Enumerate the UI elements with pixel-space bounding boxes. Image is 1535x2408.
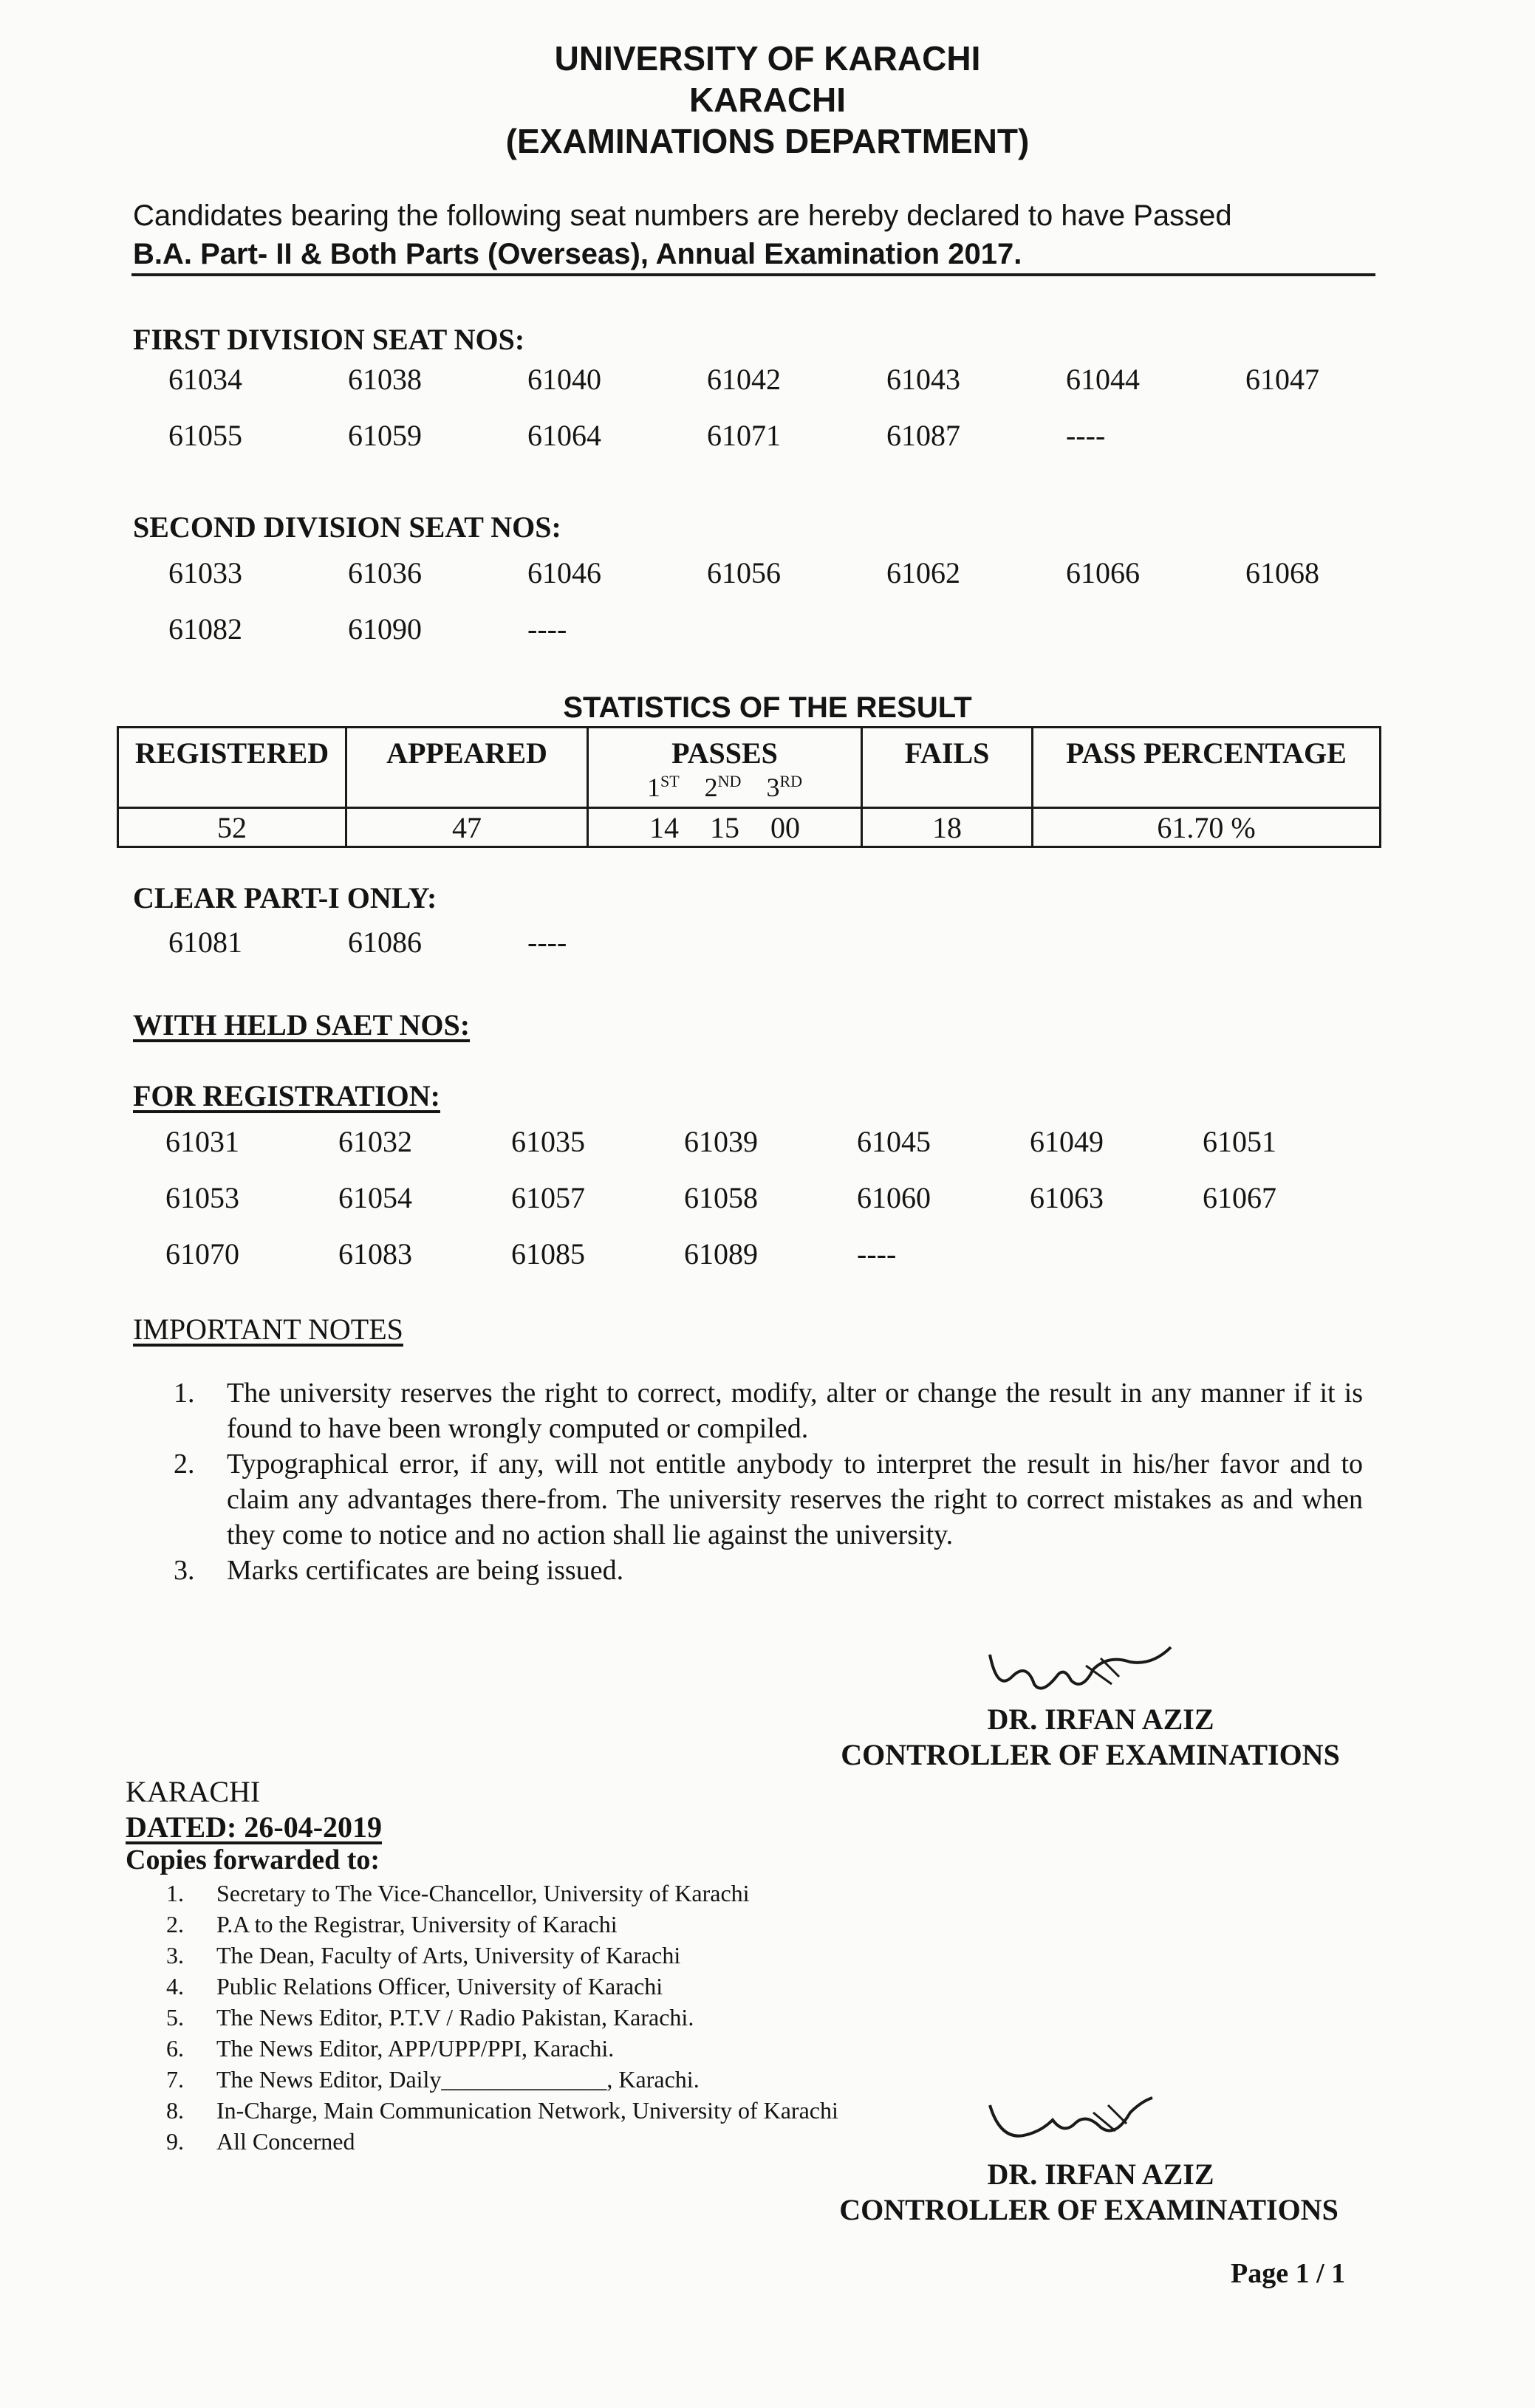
seat-number: 61040 [527,363,601,396]
place-label: KARACHI [126,1775,261,1808]
seat-number: ---- [857,1237,897,1270]
registered-value: 52 [118,808,346,847]
intro-line-1: Candidates bearing the following seat numbers are hereby declared to have Passed [133,199,1232,232]
seat-number: 61083 [338,1237,412,1270]
seat-number: 61058 [684,1181,758,1214]
heading-rule [131,273,1375,276]
seat-number: 61035 [511,1125,585,1158]
clear-part1-heading: CLEAR PART-I ONLY: [133,881,437,914]
copy-recipient: 9. All Concerned [166,2128,355,2155]
statistics-title: STATISTICS OF THE RESULT [563,691,972,724]
registered-header: REGISTERED [118,728,346,808]
seat-number: 61081 [168,926,242,959]
seat-number: 61085 [511,1237,585,1270]
for-registration-heading: FOR REGISTRATION: [133,1079,440,1112]
city-name: KARACHI [688,81,847,119]
pass-percentage-header: PASS PERCENTAGE [1033,728,1381,808]
seat-number: ---- [527,926,567,959]
copy-recipient: 4. Public Relations Officer, University of Karachi [166,1973,663,2000]
seat-number: 61039 [684,1125,758,1158]
appeared-value: 47 [346,808,588,847]
seat-number: 61054 [338,1181,412,1214]
seat-number: 61082 [168,612,242,646]
seat-number: 61068 [1245,556,1319,589]
seat-number: 61031 [165,1125,239,1158]
signatory-title: CONTROLLER OF EXAMINATIONS [839,2193,1339,2226]
important-notes-heading: IMPORTANT NOTES [133,1313,403,1346]
fails-value: 18 [862,808,1033,847]
copy-recipient: 6. The News Editor, APP/UPP/PPI, Karachi. [166,2035,615,2062]
passes-division-labels [589,772,861,803]
signature-mark [982,2090,1160,2153]
seat-number: 61047 [1245,363,1319,396]
seat-number: 61059 [348,419,422,452]
seat-number: 61064 [527,419,601,452]
copy-recipient: 3. The Dean, Faculty of Arts, University of Karachi [166,1942,681,1969]
copy-recipient: 7. The News Editor, Daily______________, Karachi. [166,2066,700,2093]
dated-label: DATED: 26-04-2019 [126,1810,383,1844]
passes-header [588,728,862,808]
appeared-header: APPEARED [346,728,588,808]
seat-number: 61042 [707,363,781,396]
note-item: 1. The university reserves the right to correct, modify, alter or change the result in any manner if it is found to have been wrongly computed or compiled. [174,1378,1363,1444]
third-div-label: 3RD [766,772,803,802]
first-division-heading: FIRST DIVISION SEAT NOS: [133,323,525,356]
first-div-label: 1ST [646,772,680,802]
seat-number: 61090 [348,612,422,646]
signatory-name: DR. IRFAN AZIZ [987,2158,1214,2191]
seat-number: 61071 [707,419,781,452]
department-name: (EXAMINATIONS DEPARTMENT) [505,122,1030,160]
seat-number: 61033 [168,556,242,589]
seat-number: 61043 [886,363,960,396]
seat-number: 61063 [1030,1181,1104,1214]
second-division-heading: SECOND DIVISION SEAT NOS: [133,510,561,544]
note-item: 3. Marks certificates are being issued. [174,1555,624,1586]
copy-recipient: 2. P.A to the Registrar, University of Karachi [166,1911,618,1937]
fails-header: FAILS [862,728,1033,808]
third-div-value: 00 [770,810,800,844]
copy-recipient: 1. Secretary to The Vice-Chancellor, University of Karachi [166,1880,750,1906]
university-name: UNIVERSITY OF KARACHI [554,39,981,78]
withheld-heading: WITH HELD SAET NOS: [133,1008,471,1041]
seat-number: 61051 [1203,1125,1276,1158]
seat-number: 61057 [511,1181,585,1214]
seat-number: 61089 [684,1237,758,1270]
second-division-seat-grid [168,558,1425,644]
seat-number: 61060 [857,1181,931,1214]
seat-number: 61038 [348,363,422,396]
seat-number: ---- [527,612,567,646]
statistics-table [117,726,1381,848]
seat-number: 61034 [168,363,242,396]
seat-number: 61049 [1030,1125,1104,1158]
seat-number: 61053 [165,1181,239,1214]
second-div-value: 15 [710,810,739,844]
second-div-label: 2ND [704,772,742,802]
signatory-title: CONTROLLER OF EXAMINATIONS [841,1738,1340,1771]
statistics-value-row [118,808,1381,847]
statistics-header-row [118,728,1381,808]
withheld-seat-grid [165,1127,1375,1269]
seat-number: ---- [1066,419,1106,452]
pass-percentage-value: 61.70 % [1033,808,1381,847]
seat-number: 61055 [168,419,242,452]
passes-values [588,808,862,847]
seat-number: 61087 [886,419,960,452]
passes-label: PASSES [671,736,778,770]
seat-number: 61066 [1066,556,1140,589]
seat-number: 61056 [707,556,781,589]
copies-heading: Copies forwarded to: [126,1844,380,1875]
seat-number: 61070 [165,1237,239,1270]
seat-number: 61046 [527,556,601,589]
clear-part1-seat-grid [168,928,1425,957]
seat-number: 61045 [857,1125,931,1158]
seat-number: 61067 [1203,1181,1276,1214]
copy-recipient: 5. The News Editor, P.T.V / Radio Pakistan, Karachi. [166,2004,694,2031]
seat-number: 61044 [1066,363,1140,396]
seat-number: 61086 [348,926,422,959]
seat-number: 61036 [348,556,422,589]
seat-number: 61062 [886,556,960,589]
important-notes-list [174,1375,1363,1588]
note-item: 2. Typographical error, if any, will not entitle anybody to interpret the result in his/her favor and to claim any advantages there-from. The university reserves the right to correct mistakes as and when they come to notice and no action shall lie against the university. [174,1448,1363,1550]
signature-mark [982,1632,1175,1703]
first-division-seat-grid [168,365,1425,451]
copies-list [166,1878,838,2157]
seat-number: 61032 [338,1125,412,1158]
page-number: Page 1 / 1 [1231,2258,1346,2289]
first-div-value: 14 [649,810,679,844]
intro-line-2: B.A. Part- II & Both Parts (Overseas), Annual Examination 2017. [133,238,1022,270]
copy-recipient: 8. In-Charge, Main Communication Network, University of Karachi [166,2097,838,2124]
signatory-name: DR. IRFAN AZIZ [987,1703,1214,1736]
